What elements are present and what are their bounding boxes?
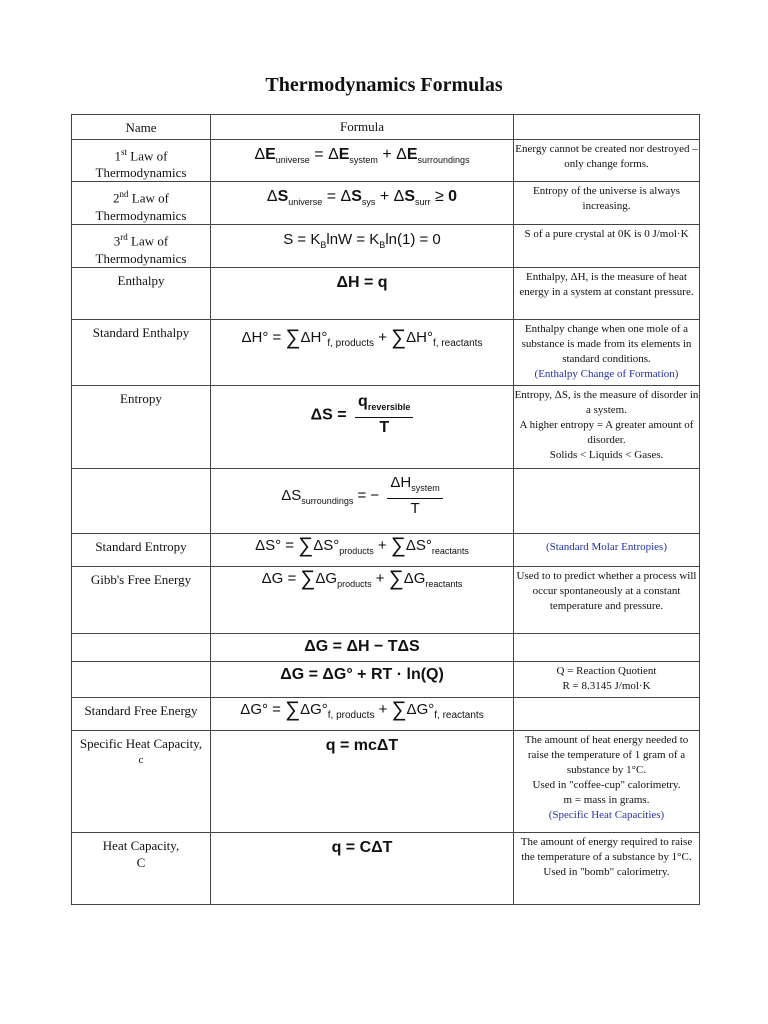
row-name: Entropy [72, 385, 211, 468]
table-header-row [72, 115, 700, 140]
row-description: The amount of heat energy needed to raise the temperature of 1 gram of a substance by 1°C. Used in "coffee-cup" calorimetry. m = mass in grams. (Specific Heat Capacities) [514, 730, 700, 832]
table-row [72, 533, 700, 566]
formula-gibbs-enthalpy-entropy: ΔG = ΔH − TΔS [211, 633, 514, 661]
table-row [72, 182, 700, 225]
specific-heat-capacities-link[interactable]: (Specific Heat Capacities) [548, 808, 665, 821]
header-description [514, 115, 700, 140]
formula-standard-enthalpy: $\Delta H^\circ = \sum\Delta H^\circ_{f, products} + \sum\Delta H^\circ_{f, reactants}$ [211, 319, 514, 385]
table-row [72, 730, 700, 832]
row-name: Standard Enthalpy [72, 319, 211, 385]
table-row [72, 661, 700, 697]
row-description [514, 468, 700, 533]
page-title: Thermodynamics Formulas [265, 74, 503, 96]
table-row [72, 385, 700, 468]
formulas-table [71, 114, 700, 905]
formula-first-law: $\Delta E_{universe} = \Delta E_{system} + \Delta E_{surroundings}$ [211, 140, 514, 182]
row-name: Specific Heat Capacity, c [72, 730, 211, 832]
table-row [72, 319, 700, 385]
formula-entropy-surroundings: $\Delta S_{surroundings}$ = − $\frac{\Delta H_{system}}{T}$ [211, 468, 514, 533]
row-name [72, 661, 211, 697]
table-row [72, 267, 700, 319]
row-description: The amount of energy required to raise the temperature of a substance by 1°C. Used in "bomb" calorimetry. [514, 832, 700, 904]
row-name: Standard Entropy [72, 533, 211, 566]
row-name: 1st Law of Thermodynamics [72, 140, 211, 182]
row-description: Entropy of the universe is always increasing. [514, 182, 700, 225]
formula-standard-free-energy: $\Delta G^\circ = \sum\Delta G^\circ_{f, products} + \sum\Delta G^\circ_{f, reactants}$ [211, 697, 514, 730]
row-description: Energy cannot be created nor destroyed – only change forms. [514, 140, 700, 182]
formula-entropy: ΔS = $\frac{q_{reversible}}{T}$ [211, 385, 514, 468]
row-description: Entropy, ΔS, is the measure of disorder in a system. A higher entropy = A greater amount of disorder. Solids < Liquids < Gases. [514, 385, 700, 468]
row-description: Enthalpy, ΔH, is the measure of heat energy in a system at constant pressure. [514, 267, 700, 319]
table-row [72, 140, 700, 182]
table-row [72, 633, 700, 661]
table-row [72, 468, 700, 533]
row-name [72, 633, 211, 661]
row-name: Heat Capacity, C [72, 832, 211, 904]
row-name: Standard Free Energy [72, 697, 211, 730]
row-description: S of a pure crystal at 0K is 0 J/mol·K [514, 225, 700, 267]
table-row [72, 566, 700, 633]
table-row [72, 832, 700, 904]
formula-enthalpy: ΔH = q [211, 267, 514, 319]
row-name: 2nd Law of Thermodynamics [72, 182, 211, 225]
header-name: Name [72, 115, 211, 140]
row-description [514, 533, 700, 566]
formula-specific-heat: q = mcΔT [211, 730, 514, 832]
row-name: Gibb's Free Energy [72, 566, 211, 633]
row-description: Used to to predict whether a process will occur spontaneously at a constant temperature and pressure. [514, 566, 700, 633]
formula-gibbs: $\Delta G = \sum\Delta G_{products} + \sum\Delta G_{reactants}$ [211, 566, 514, 633]
table-row [72, 697, 700, 730]
formula-standard-entropy: $\Delta S^\circ = \sum\Delta S^\circ_{products} + \sum\Delta S^\circ_{reactants}$ [211, 533, 514, 566]
table-row [72, 225, 700, 267]
row-description [514, 633, 700, 661]
formula-second-law: $\Delta S_{universe} = \Delta S_{sys} + \Delta S_{surr} \ge 0$ [211, 182, 514, 225]
formula-heat-capacity: q = CΔT [211, 832, 514, 904]
row-description [514, 697, 700, 730]
row-name: 3rd Law of Thermodynamics [72, 225, 211, 267]
row-name: Enthalpy [72, 267, 211, 319]
row-name [72, 468, 211, 533]
formula-gibbs-reaction-quotient: ΔG = ΔG° + RT · ln(Q) [211, 661, 514, 697]
row-description: Enthalpy change when one mole of a substance is made from its elements in standard conditions. (Enthalpy Change of Formation) [514, 319, 700, 385]
enthalpy-formation-link[interactable]: (Enthalpy Change of Formation) [534, 367, 679, 380]
row-description: Q = Reaction Quotient R = 8.3145 J/mol·K [514, 661, 700, 697]
standard-molar-entropies-link[interactable]: (Standard Molar Entropies) [546, 540, 667, 553]
formula-third-law: $S = K_B\ln W = K_B\ln(1) = 0$ [211, 225, 514, 267]
header-formula: Formula [211, 115, 514, 140]
